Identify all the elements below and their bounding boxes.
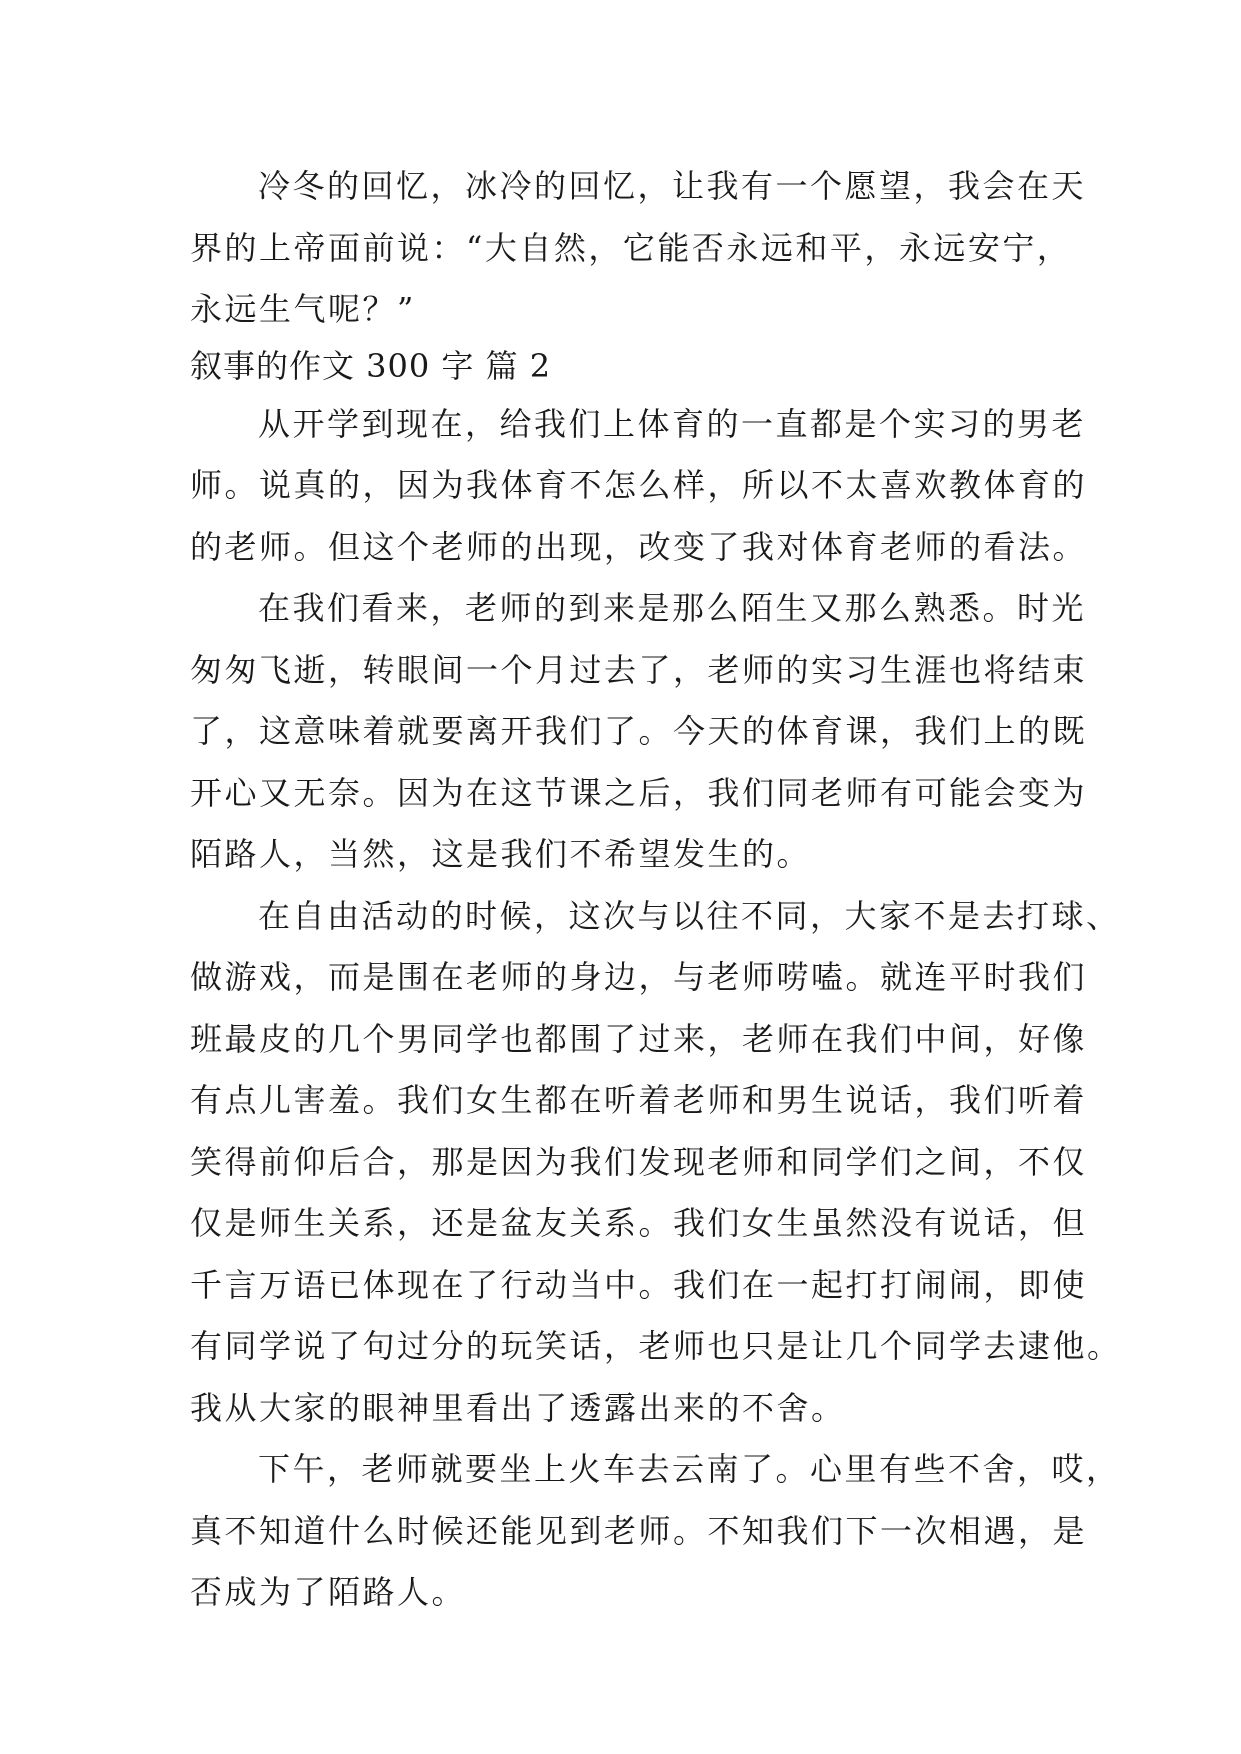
paragraph-line: 冷冬的回忆，冰冷的回忆，让我有一个愿望，我会在天: [258, 167, 1087, 205]
paragraph-line: 界的上帝面前说：“大自然，它能否永远和平，永远安宁，: [190, 228, 1072, 267]
paragraph-2: [190, 394, 1088, 579]
document-body: [190, 156, 1122, 1624]
paragraph-line: 仅是师生关系，还是盆友关系。我们女生虽然没有说话，但: [190, 1204, 1088, 1242]
paragraph-line: 下午，老师就要坐上火车去云南了。心里有些不舍，哎，: [258, 1450, 1121, 1488]
paragraph-line: 师。说真的，因为我体育不怎么样，所以不太喜欢教体育的: [190, 466, 1088, 504]
paragraph-line: 真不知道什么时候还能见到老师。不知我们下一次相遇，是: [190, 1511, 1088, 1550]
section-heading: 叙事的作文 300 字 篇 2: [190, 346, 552, 385]
paragraph-line: 在自由活动的时候，这次与以往不同，大家不是去打球、: [258, 896, 1121, 935]
paragraph-line: 否成为了陌路人。: [190, 1573, 467, 1611]
paragraph-3: [190, 578, 1088, 886]
paragraph-line: 永远生气呢？”: [190, 290, 416, 328]
paragraph-line: 笑得前仰后合，那是因为我们发现老师和同学们之间，不仅: [190, 1142, 1088, 1181]
paragraph-line: 的老师。但这个老师的出现，改变了我对体育老师的看法。: [190, 527, 1088, 566]
paragraph-line: 班最皮的几个男同学也都围了过来，老师在我们中间，好像: [190, 1019, 1088, 1058]
paragraph-1: [190, 156, 1087, 341]
paragraph-line: 匆匆飞逝，转眼间一个月过去了，老师的实习生涯也将结束: [190, 650, 1088, 689]
paragraph-line: 了，这意味着就要离开我们了。今天的体育课，我们上的既: [190, 712, 1088, 750]
paragraph-line: 我从大家的眼神里看出了透露出来的不舍。: [190, 1388, 846, 1427]
paragraph-line: 有同学说了句过分的玩笑话，老师也只是让几个同学去逮他。: [190, 1327, 1122, 1365]
paragraph-line: 做游戏，而是围在老师的身边，与老师唠嗑。就连平时我们: [190, 958, 1088, 996]
paragraph-line: 从开学到现在，给我们上体育的一直都是个实习的男老: [258, 404, 1087, 443]
paragraph-line: 在我们看来，老师的到来是那么陌生又那么熟悉。时光: [258, 589, 1087, 627]
paragraph-5: [190, 1439, 1121, 1624]
paragraph-line: 陌路人，当然，这是我们不希望发生的。: [190, 835, 812, 873]
paragraph-line: 千言万语已体现在了行动当中。我们在一起打打闹闹，即使: [190, 1265, 1088, 1304]
paragraph-4: [190, 886, 1122, 1440]
paragraph-line: 开心又无奈。因为在这节课之后，我们同老师有可能会变为: [190, 773, 1088, 812]
paragraph-line: 有点儿害羞。我们女生都在听着老师和男生说话，我们听着: [190, 1081, 1088, 1119]
